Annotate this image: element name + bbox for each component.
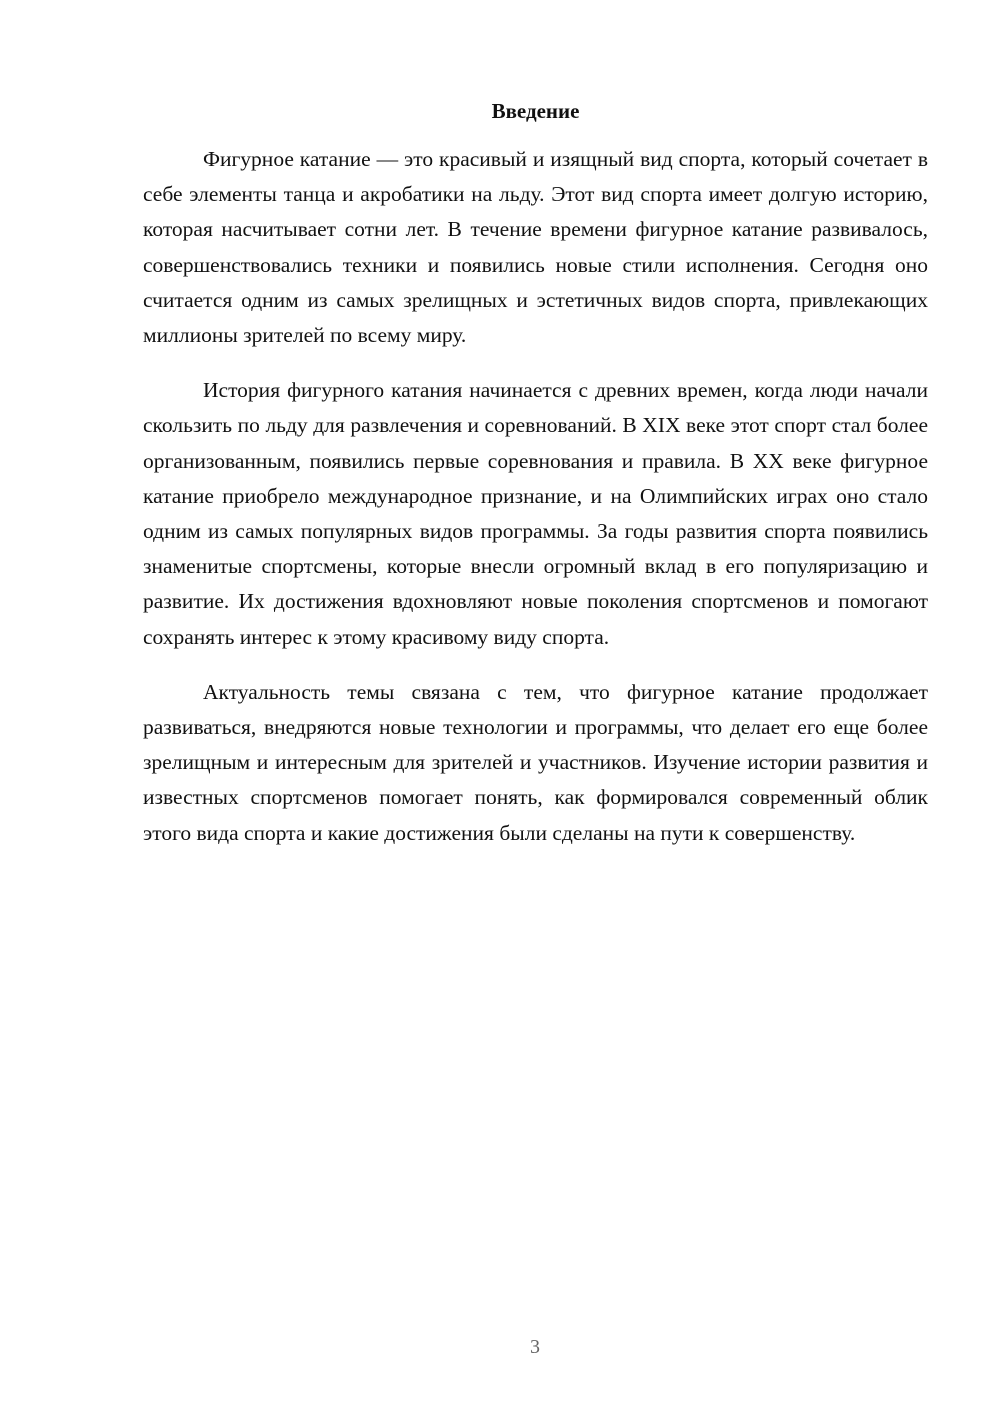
paragraph-intro: Фигурное катание — это красивый и изящный вид спорта, который сочетает в себе элементы танца и акробатики на льду. Этот вид спорта имеет долгую историю, которая насчитывает сотни лет. В течение времени фигурное катание развивалось, совершенствовались техники и появились новые стили исполнения. Сегодня оно считается одним из самых зрелищных и эстетичных видов спорта, привлекающих миллионы зрителей по всему миру. (143, 147, 928, 348)
page-number: 3 (530, 1336, 540, 1358)
paragraph-history: История фигурного катания начинается с древних времен, когда люди начали скользить по льду для развлечения и соревнований. В XIX веке этот спорт стал более организованным, появились первые соревнования и правила. В XX веке фигурное катание приобрело международное признание, и на Олимпийских играх оно стало одним из самых популярных видов программы. За годы развития спорта появились знаменитые спортсмены, которые внесли огромный вклад в его популяризацию и развитие. Их достижения вдохновляют новые поколения спортсменов и помогают сохранять интерес к этому красивому виду спорта. (143, 378, 928, 649)
section-heading: Введение (491, 99, 580, 123)
body-text (143, 142, 928, 871)
paragraph-relevance: Актуальность темы связана с тем, что фигурное катание продолжает развиваться, внедряются новые технологии и программы, что делает его еще более зрелищным и интересным для зрителей и участников. Изучение истории развития и известных спортсменов помогает понять, как формировался современный облик этого вида спорта и какие достижения были сделаны на пути к совершенству. (143, 679, 928, 845)
